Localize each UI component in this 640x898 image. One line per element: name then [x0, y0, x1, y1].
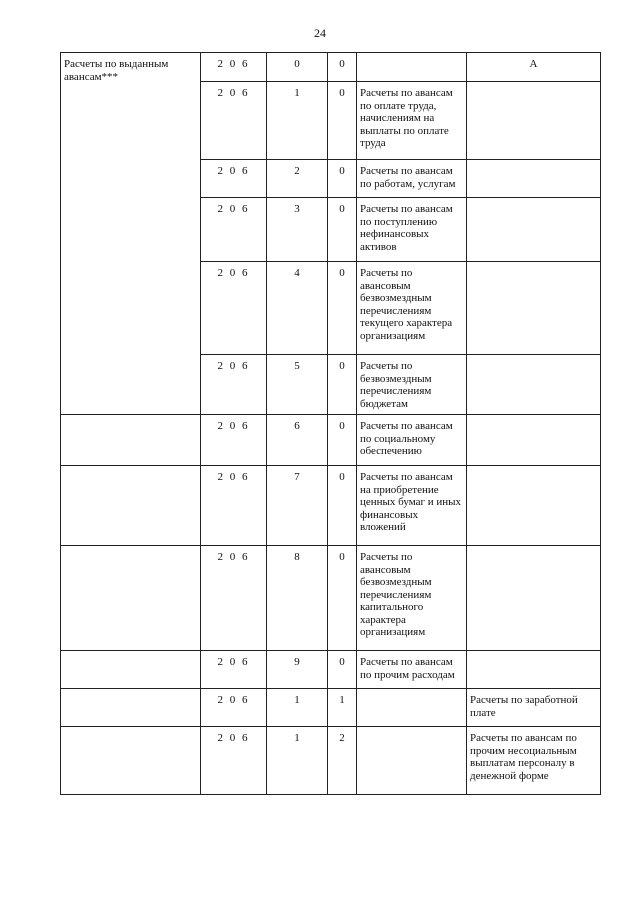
- analytic-description-cell: [467, 415, 601, 466]
- account-code-cell: 2 0 6: [201, 262, 267, 355]
- subaccount-digit-cell: 0: [267, 53, 328, 82]
- account-code-cell: 2 0 6: [201, 160, 267, 198]
- subaccount-description-cell: [357, 689, 467, 727]
- account-code-cell: 2 0 6: [201, 727, 267, 795]
- subaccount-description-cell: Расчеты по авансовым безвозмездным перечислениям капитального характера организациям: [357, 546, 467, 651]
- table-row: [61, 466, 601, 546]
- account-name-cell: Расчеты по выданным авансам***: [61, 53, 201, 415]
- account-name-cell: [61, 546, 201, 651]
- subaccount-description-cell: Расчеты по безвозмездным перечислениям бюджетам: [357, 355, 467, 415]
- table-row: [61, 689, 601, 727]
- subaccount-digit-cell: 1: [267, 727, 328, 795]
- account-code-cell: 2 0 6: [201, 53, 267, 82]
- subaccount-description-cell: [357, 727, 467, 795]
- analytic-digit-cell: 0: [328, 82, 357, 160]
- account-code-cell: 2 0 6: [201, 198, 267, 262]
- analytic-digit-cell: 2: [328, 727, 357, 795]
- analytic-description-cell: [467, 82, 601, 160]
- subaccount-description-cell: Расчеты по авансам по прочим расходам: [357, 651, 467, 689]
- subaccount-digit-cell: 5: [267, 355, 328, 415]
- analytic-description-cell: [467, 198, 601, 262]
- analytic-description-cell: Расчеты по заработной плате: [467, 689, 601, 727]
- analytic-digit-cell: 0: [328, 355, 357, 415]
- table-row: [61, 53, 601, 82]
- table-row: [61, 651, 601, 689]
- subaccount-digit-cell: 2: [267, 160, 328, 198]
- account-name-cell: [61, 415, 201, 466]
- table-row: [61, 727, 601, 795]
- subaccount-digit-cell: 8: [267, 546, 328, 651]
- analytic-description-cell: [467, 160, 601, 198]
- analytic-digit-cell: 1: [328, 689, 357, 727]
- account-name-cell: [61, 689, 201, 727]
- analytic-description-cell: [467, 651, 601, 689]
- account-code-cell: 2 0 6: [201, 651, 267, 689]
- account-name-cell: [61, 466, 201, 546]
- analytic-digit-cell: 0: [328, 415, 357, 466]
- analytic-description-cell: Расчеты по авансам по прочим несоциальным выплатам персоналу в денежной форме: [467, 727, 601, 795]
- subaccount-digit-cell: 7: [267, 466, 328, 546]
- subaccount-digit-cell: 4: [267, 262, 328, 355]
- account-code-cell: 2 0 6: [201, 546, 267, 651]
- account-code-cell: 2 0 6: [201, 466, 267, 546]
- subaccount-description-cell: Расчеты по авансовым безвозмездным перечислениям текущего характера организациям: [357, 262, 467, 355]
- accounts-table: [60, 52, 601, 795]
- analytic-digit-cell: 0: [328, 651, 357, 689]
- analytic-description-cell: [467, 546, 601, 651]
- subaccount-description-cell: Расчеты по авансам по социальному обеспечению: [357, 415, 467, 466]
- account-code-cell: 2 0 6: [201, 689, 267, 727]
- subaccount-digit-cell: 3: [267, 198, 328, 262]
- analytic-description-cell: [467, 355, 601, 415]
- analytic-digit-cell: 0: [328, 53, 357, 82]
- subaccount-description-cell: Расчеты по авансам на приобретение ценных бумаг и иных финансовых вложений: [357, 466, 467, 546]
- subaccount-description-cell: Расчеты по авансам по поступлению нефинансовых активов: [357, 198, 467, 262]
- page-number: 24: [314, 26, 326, 40]
- subaccount-digit-cell: 1: [267, 82, 328, 160]
- account-code-cell: 2 0 6: [201, 415, 267, 466]
- analytic-digit-cell: 0: [328, 160, 357, 198]
- analytic-digit-cell: 0: [328, 262, 357, 355]
- subaccount-digit-cell: 6: [267, 415, 328, 466]
- analytic-description-cell: А: [467, 53, 601, 82]
- analytic-digit-cell: 0: [328, 198, 357, 262]
- account-name-cell: [61, 727, 201, 795]
- analytic-description-cell: [467, 466, 601, 546]
- analytic-digit-cell: 0: [328, 466, 357, 546]
- subaccount-description-cell: [357, 53, 467, 82]
- subaccount-description-cell: Расчеты по авансам по оплате труда, начислениям на выплаты по оплате труда: [357, 82, 467, 160]
- subaccount-description-cell: Расчеты по авансам по работам, услугам: [357, 160, 467, 198]
- account-name-cell: [61, 651, 201, 689]
- account-code-cell: 2 0 6: [201, 355, 267, 415]
- account-code-cell: 2 0 6: [201, 82, 267, 160]
- table-row: [61, 415, 601, 466]
- analytic-description-cell: [467, 262, 601, 355]
- analytic-digit-cell: 0: [328, 546, 357, 651]
- subaccount-digit-cell: 1: [267, 689, 328, 727]
- subaccount-digit-cell: 9: [267, 651, 328, 689]
- table-row: [61, 546, 601, 651]
